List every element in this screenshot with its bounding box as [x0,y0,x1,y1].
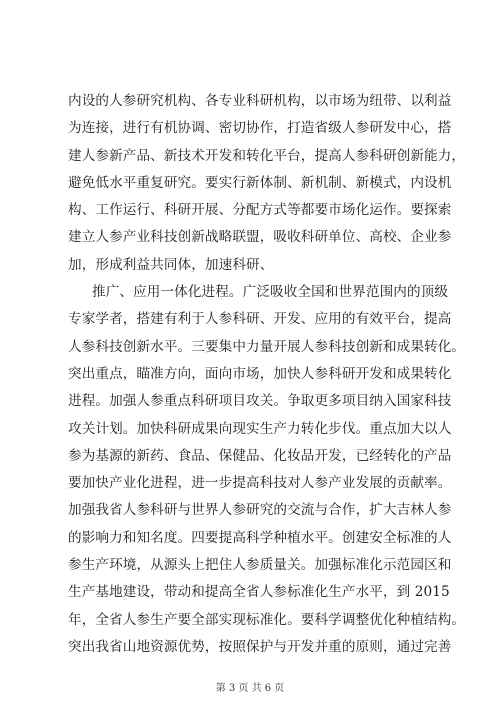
text-line: 突出重点，瞄准方向，面向市场，加快人参科研开发和成果转化 [68,365,452,382]
text-line: 建立人参产业科技创新战略联盟，吸收科研单位、高校、企业参 [68,229,452,246]
text-line-paragraph-start: 推广、应用一体化进程。广泛吸收全国和世界范围内的顶级 [92,284,449,301]
text-line: 的影响力和知名度。四要提高科学种植水平。创建安全标准的人 [68,529,452,546]
text-line: 攻关计划。加快科研成果向现实生产力转化步伐。重点加大以人 [68,420,452,437]
text-line: 加，形成利益共同体，加速科研、 [68,256,274,273]
text-line: 构、工作运行、科研开展、分配方式等都要市场化运作。要探索 [68,202,452,219]
body-text [68,88,466,661]
text-line: 生产基地建设，带动和提高全省人参标准化生产水平，到 2015 [68,584,450,601]
text-line: 避免低水平重复研究。要实行新体制、新机制、新模式，内设机 [68,174,452,191]
text-line: 内设的人参研究机构、各专业科研机构，以市场为纽带、以利益 [68,93,452,109]
text-line: 为连接，进行有机协调、密切协作，打造省级人参研发中心，搭 [68,120,452,137]
text-line: 要加快产业化进程，进一步提高科技对人参产业发展的贡献率。 [68,475,452,492]
text-line: 参为基源的新药、食品、保健品、化妆品开发，已经转化的产品 [68,447,452,464]
text-line: 参生产环境，从源头上把住人参质量关。加强标准化示范园区和 [68,557,452,574]
text-line: 进程。加强人参重点科研项目攻关。争取更多项目纳入国家科技 [68,393,452,410]
text-line: 年，全省人参生产要全部实现标准化。要科学调整优化种植结构。 [68,611,466,628]
text-line: 建人参新产品、新技术开发和转化平台，提高人参科研创新能力， [68,147,466,164]
page-number-footer: 第 3 页 共 6 页 [215,683,285,694]
text-line: 人参科技创新水平。三要集中力量开展人参科技创新和成果转化。 [68,338,466,355]
text-line: 突出我省山地资源优势，按照保护与开发并重的原则，通过完善 [68,638,452,655]
text-line: 加强我省人参科研与世界人参研究的交流与合作，扩大吉林人参 [68,502,452,519]
text-line: 专家学者，搭建有利于人参科研、开发、应用的有效平台，提高 [68,311,452,328]
